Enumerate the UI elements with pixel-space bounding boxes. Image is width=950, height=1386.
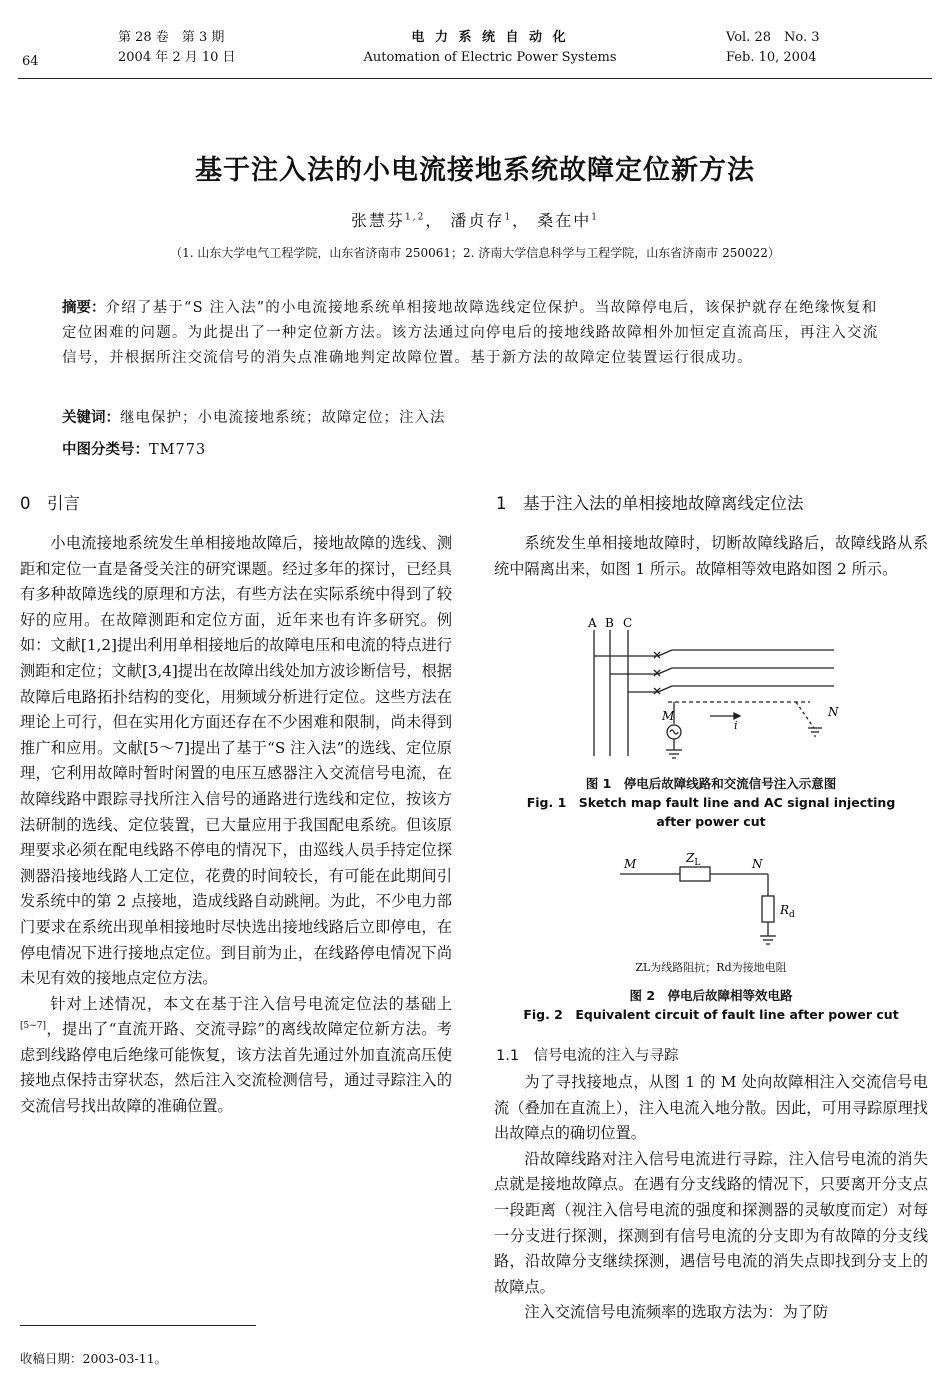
figure-1-caption	[494, 774, 928, 831]
paragraph: 注入交流信号电流频率的选取方法为：为了防	[524, 1303, 829, 1322]
figure-1-label-c: C	[623, 616, 633, 630]
figure-1-label-b: B	[605, 616, 614, 630]
figure-1-caption-en-line2: after power cut	[656, 814, 766, 829]
section-1-intro	[494, 531, 928, 582]
volume-issue: 第 28 卷 第 3 期	[118, 30, 225, 45]
received-date: 收稿日期：2003-03-11。	[20, 1351, 168, 1366]
figure-2-label-rd: $R_d$	[780, 903, 795, 920]
issue-date-en: Feb. 10, 2004	[726, 50, 817, 65]
keywords-label: 关键词：	[62, 410, 120, 426]
left-column-body	[20, 531, 452, 1120]
classification-text: TM773	[149, 442, 207, 458]
figure-1-diagram	[570, 616, 840, 766]
page-number: 64	[22, 54, 39, 69]
classification-label: 中图分类号：	[62, 442, 149, 458]
citation: [5~7]	[20, 1021, 47, 1032]
figure-1-caption-en-line1: Fig. 1 Sketch map fault line and AC signal injecting	[526, 795, 896, 810]
author-affiliation-mark: 1,2	[404, 212, 426, 223]
figure-1-label-current: i	[734, 719, 738, 732]
paper-title: 基于注入法的小电流接地系统故障定位新方法	[195, 155, 755, 186]
figure-2-label-n: N	[752, 857, 763, 871]
section-heading-0: 0 引言	[20, 494, 80, 513]
journal-name-cn: 电 力 系 统 自 动 化	[411, 30, 569, 45]
volume-en: Vol. 28 No. 3	[726, 30, 820, 45]
figure-2-label-zl: $Z_L$	[686, 851, 701, 868]
section-heading-1: 1 基于注入法的单相接地故障离线定位法	[496, 494, 804, 513]
subsection-heading-1-1: 1.1 信号电流的注入与寻踪	[496, 1048, 679, 1064]
affiliation: （1. 山东大学电气工程学院，山东省济南市 250061；2. 济南大学信息科学与工程学院，山东省济南市 250022）	[170, 246, 780, 260]
figure-1-caption-cn: 图 1 停电后故障线路和交流信号注入示意图	[585, 776, 837, 791]
author-name: 张慧芬	[350, 211, 405, 230]
paragraph: 系统发生单相接地故障时，切断故障线路后，故障线路从系统中隔离出来，如图 1 所示。故障相等效电路如图 2 所示。	[494, 534, 928, 578]
abstract	[62, 296, 892, 371]
figure-2-label-m: M	[624, 857, 637, 871]
abstract-text: 介绍了基于“S 注入法”的小电流接地系统单相接地故障选线定位保护。当故障停电后，该保护就存在绝缘恢复和定位困难的问题。为此提出了一种定位新方法。该方法通过向停电后的接地线路故障相外加恒定直流高压，再注入交流信号，并根据所注交流信号的消失点准确地判定故障位置。基于新方法的故障定位装置运行很成功。	[62, 300, 879, 366]
paragraph: 针对上述情况，本文在基于注入信号电流定位法的基础上[5~7]，提出了“直流开路、交流寻踪”的离线故障定位新方法。考虑到线路停电后绝缘可能恢复，该方法首先通过外加直流高压使接地点保持击穿状态，然后注入交流检测信号，通过寻踪注入的交流信号找出故障的准确位置。	[20, 994, 452, 1116]
paragraph: 小电流接地系统发生单相接地故障后，接地故障的选线、测距和定位一直是备受关注的研究课题。经过多年的探讨，已经具有多种故障选线的原理和方法，有些方法在实际系统中得到了较好的应用。在故障测距和定位方面，近年来也有许多研究。例如：文献[1,2]提出利用单相接地后的故障电压和电流的特点进行测距和定位；文献[3,4]提出在故障出线处加方波诊断信号，根据故障后电路拓扑结构的变化，用频域分析进行定位。这些方法在理论上可行，但在实用化方面还存在不少困难和限制，尚未得到推广和应用。文献[5～7]提出了基于“S 注入法”的选线、定位原理，它利用故障时暂时闲置的电压互感器注入交流信号电流，在故障线路中跟踪寻找所注入信号的通路进行选线和定位，按该方法研制的选线、定位装置，已大量应用于我国配电系统。但该原理要求必须在配电线路不停电的情况下，由巡线人员手持定位探测器沿接地线路人工定位，花费的时间较长，有可能在此期间引发系统中的第 2 点接地，造成线路自动跳闸。为此，不少电力部门要求在系统出现单相接地时尽快选出接地线路后立即停电，在停电情况下进行接地点定位。到目前为止，在线路停电情况下尚未见有效的接地点定位方法。	[20, 534, 452, 988]
journal-name-en: Automation of Electric Power Systems	[363, 50, 617, 65]
keywords-text: 继电保护；小电流接地系统；故障定位；注入法	[120, 410, 446, 426]
subsection-1-1-body	[494, 1070, 928, 1326]
author-affiliation-mark: 1	[504, 212, 513, 223]
figure-2-diagram	[612, 846, 812, 950]
figure-2-caption-en: Fig. 2 Equivalent circuit of fault line after power cut	[523, 1007, 899, 1022]
keywords	[62, 406, 892, 427]
author-list: 张慧芬$^{1,2}$， 潘贞存$^1$， 桑在中$^1$	[350, 211, 600, 230]
figure-1-label-m: M	[662, 709, 675, 723]
author-affiliation-mark: 1	[591, 212, 600, 223]
paragraph: 为了寻找接地点，从图 1 的 M 处向故障相注入交流信号电流（叠加在直流上），注入电流入地分散。因此，可用寻踪原理找出故障点的确切位置。	[494, 1073, 928, 1143]
paragraph: 沿故障线路对注入信号电流进行寻踪，注入信号电流的消失点就是接地故障点。在遇有分支线路的情况下，只要离开分支点一段距离（视注入信号电流的强度和探测器的灵敏度而定）对每一分支进行探测，探测到有信号电流的分支即为有故障的分支线路，沿故障分支继续探测，遇信号电流的消失点即找到分支上的故障点。	[494, 1149, 928, 1296]
header-rule	[18, 78, 932, 79]
figure-2-note: ZL为线路阻抗；Rd为接地电阻	[635, 961, 787, 974]
figure-1-label-a: A	[588, 616, 597, 630]
author-name: 桑在中	[537, 211, 592, 230]
classification	[62, 438, 892, 459]
author-name: 潘贞存	[450, 211, 505, 230]
issue-date-cn: 2004 年 2 月 10 日	[118, 50, 236, 65]
figure-2-caption	[494, 986, 928, 1024]
abstract-label: 摘要：	[62, 300, 106, 316]
figure-2-caption-cn: 图 2 停电后故障相等效电路	[629, 988, 793, 1003]
figure-1-label-n: N	[828, 705, 839, 719]
footnote-rule	[20, 1325, 256, 1326]
